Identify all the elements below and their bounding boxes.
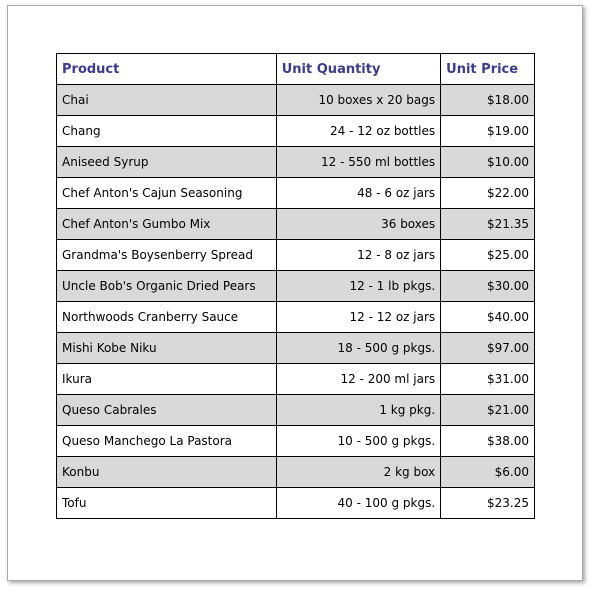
product-name-cell: Chai (57, 85, 277, 116)
unit-price-cell: $40.00 (441, 302, 535, 333)
table-row (57, 364, 535, 395)
product-name-cell: Chang (57, 116, 277, 147)
product-name-cell: Chef Anton's Gumbo Mix (57, 209, 277, 240)
product-name-cell: Konbu (57, 457, 277, 488)
unit-price-cell: $19.00 (441, 116, 535, 147)
unit-price-cell: $21.00 (441, 395, 535, 426)
product-name-cell: Queso Cabrales (57, 395, 277, 426)
table-row (57, 147, 535, 178)
unit-price-cell: $30.00 (441, 271, 535, 302)
table-row (57, 116, 535, 147)
table-row (57, 333, 535, 364)
unit-price-cell: $38.00 (441, 426, 535, 457)
table-row (57, 457, 535, 488)
product-name-cell: Aniseed Syrup (57, 147, 277, 178)
product-name-cell: Chef Anton's Cajun Seasoning (57, 178, 277, 209)
unit-quantity-cell: 24 - 12 oz bottles (276, 116, 440, 147)
table-row (57, 85, 535, 116)
column-header-unit-quantity: Unit Quantity (276, 54, 440, 85)
table-row (57, 240, 535, 271)
product-name-cell: Northwoods Cranberry Sauce (57, 302, 277, 333)
report-page (7, 5, 583, 581)
unit-price-cell: $21.35 (441, 209, 535, 240)
unit-price-cell: $97.00 (441, 333, 535, 364)
column-header-unit-price: Unit Price (441, 54, 535, 85)
unit-quantity-cell: 40 - 100 g pkgs. (276, 488, 440, 519)
unit-price-cell: $6.00 (441, 457, 535, 488)
table-row (57, 271, 535, 302)
table-row (57, 209, 535, 240)
unit-price-cell: $22.00 (441, 178, 535, 209)
table-header-row (57, 54, 535, 85)
unit-quantity-cell: 10 - 500 g pkgs. (276, 426, 440, 457)
column-header-product: Product (57, 54, 277, 85)
product-name-cell: Grandma's Boysenberry Spread (57, 240, 277, 271)
product-name-cell: Uncle Bob's Organic Dried Pears (57, 271, 277, 302)
product-name-cell: Tofu (57, 488, 277, 519)
table-body (57, 85, 535, 519)
unit-quantity-cell: 48 - 6 oz jars (276, 178, 440, 209)
unit-quantity-cell: 1 kg pkg. (276, 395, 440, 426)
unit-quantity-cell: 2 kg box (276, 457, 440, 488)
table-row (57, 395, 535, 426)
products-table (56, 53, 535, 519)
unit-price-cell: $18.00 (441, 85, 535, 116)
table-row (57, 178, 535, 209)
table-row (57, 302, 535, 333)
unit-quantity-cell: 12 - 200 ml jars (276, 364, 440, 395)
unit-quantity-cell: 36 boxes (276, 209, 440, 240)
unit-price-cell: $31.00 (441, 364, 535, 395)
unit-quantity-cell: 12 - 1 lb pkgs. (276, 271, 440, 302)
unit-quantity-cell: 18 - 500 g pkgs. (276, 333, 440, 364)
unit-quantity-cell: 12 - 8 oz jars (276, 240, 440, 271)
unit-quantity-cell: 12 - 12 oz jars (276, 302, 440, 333)
unit-price-cell: $25.00 (441, 240, 535, 271)
unit-quantity-cell: 10 boxes x 20 bags (276, 85, 440, 116)
unit-quantity-cell: 12 - 550 ml bottles (276, 147, 440, 178)
table-row (57, 426, 535, 457)
product-name-cell: Queso Manchego La Pastora (57, 426, 277, 457)
unit-price-cell: $10.00 (441, 147, 535, 178)
product-name-cell: Mishi Kobe Niku (57, 333, 277, 364)
table-row (57, 488, 535, 519)
unit-price-cell: $23.25 (441, 488, 535, 519)
product-name-cell: Ikura (57, 364, 277, 395)
